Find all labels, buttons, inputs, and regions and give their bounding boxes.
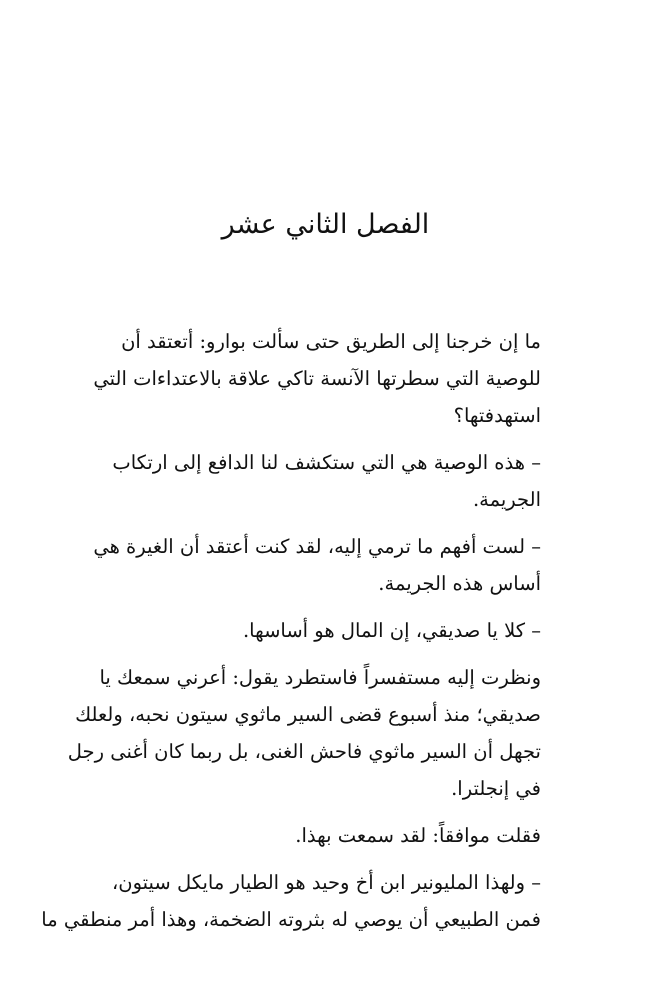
text-line: أساس هذه الجريمة. <box>378 572 541 595</box>
paragraph-4 <box>70 612 581 649</box>
text-line: – كلا يا صديقي، إن المال هو أساسها. <box>242 619 541 642</box>
text-line: الجريمة. <box>472 488 541 511</box>
text-line: تجهل أن السير ماثوي فاحش الغنى، بل ربما كان أغنى رجل <box>67 740 541 763</box>
chapter-title: الفصل الثاني عشر <box>221 209 430 240</box>
text-line: ونظرت إليه مستفسراً فاستطرد يقول: أعرني سمعك يا <box>99 666 541 689</box>
text-line: للوصية التي سطرتها الآنسة تاكي علاقة بالاعتداءات التي <box>93 367 541 390</box>
paragraph-2 <box>70 444 581 518</box>
text-line: فمن الطبيعي أن يوصي له بثروته الضخمة، وهذا أمر منطقي ما <box>41 908 541 931</box>
text-line: – لست أفهم ما ترمي إليه، لقد كنت أعتقد أن الغيرة هي <box>93 535 541 558</box>
paragraph-3 <box>70 528 581 602</box>
text-line: في إنجلترا. <box>451 777 541 800</box>
chapter-body <box>41 323 581 948</box>
text-line: ما إن خرجنا إلى الطريق حتى سألت بوارو: أتعتقد أن <box>121 330 541 353</box>
text-line: استهدفتها؟ <box>453 404 541 427</box>
text-line: فقلت موافقاً: لقد سمعت بهذا. <box>295 824 541 847</box>
paragraph-6 <box>70 817 581 854</box>
text-line: صديقي؛ منذ أسبوع قضى السير ماثوي سيتون نحبه، ولعلك <box>75 703 541 726</box>
text-line: – هذه الوصية هي التي ستكشف لنا الدافع إلى ارتكاب <box>112 451 541 474</box>
paragraph-7 <box>41 864 581 938</box>
text-line: – ولهذا المليونير ابن أخ وحيد هو الطيار مايكل سيتون، <box>111 871 541 894</box>
paragraph-1 <box>70 323 581 434</box>
paragraph-5 <box>67 659 581 807</box>
